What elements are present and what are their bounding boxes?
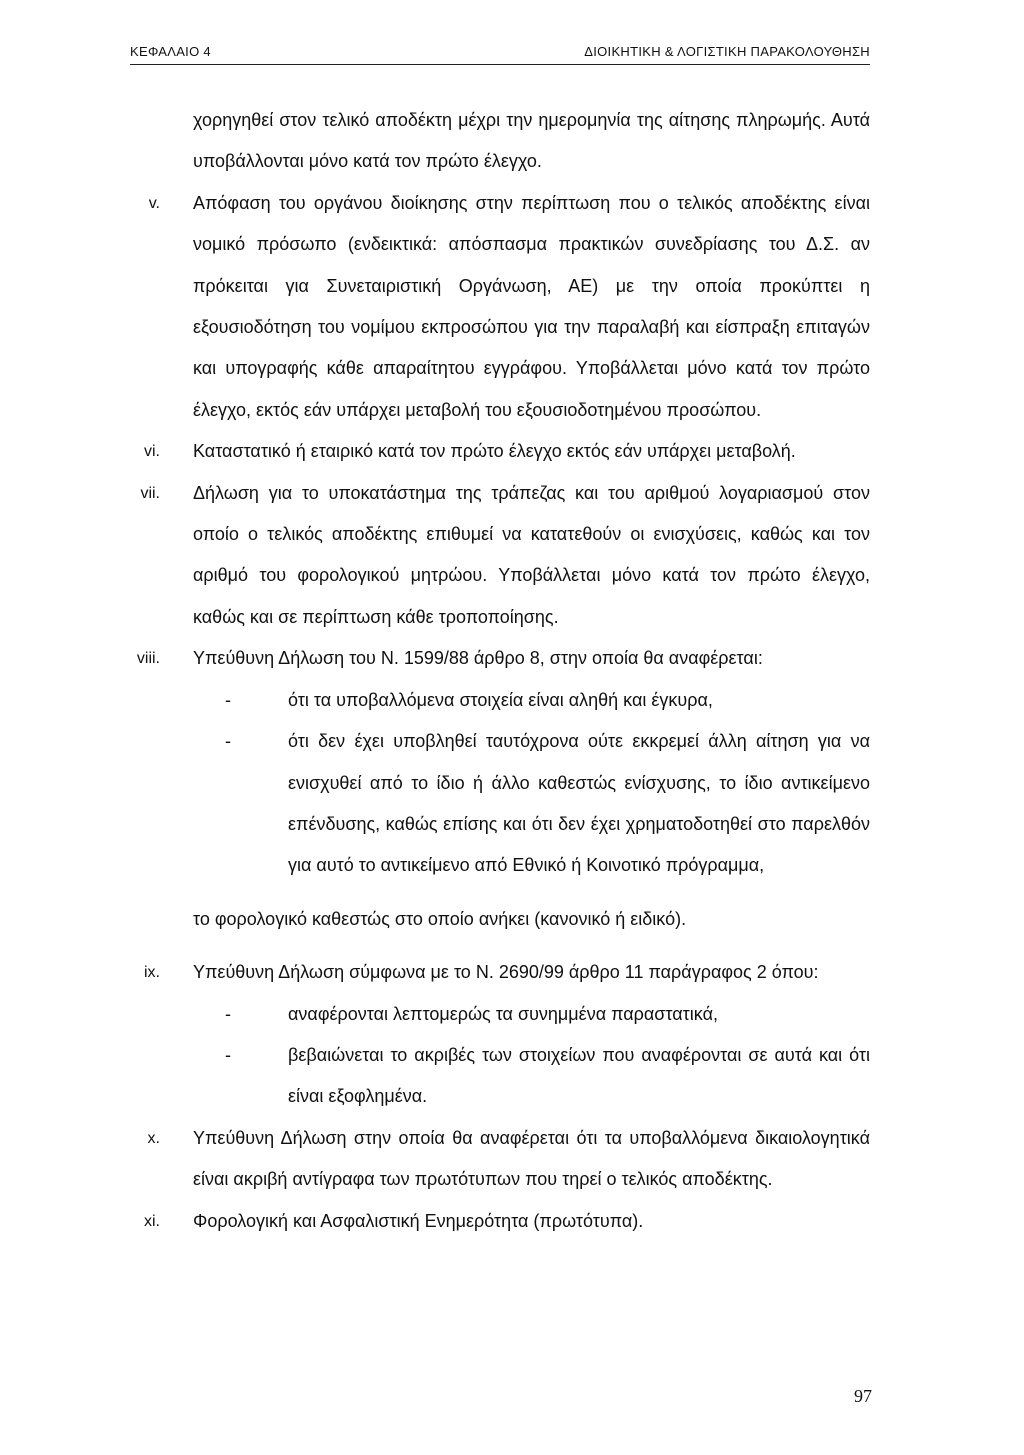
bullet-text: ότι τα υποβαλλόμενα στοιχεία είναι αληθή και έγκυρα,: [288, 689, 713, 710]
item-number: v.: [148, 194, 160, 212]
section-title: ΔΙΟΙΚΗΤΙΚΗ & ΛΟΓΙΣΤΙΚΗ ΠΑΡΑΚΟΛΟΥΘΗΣΗ: [584, 44, 870, 59]
item-text: Καταστατικό ή εταιρικό κατά τον πρώτο έλεγχο εκτός εάν υπάρχει μεταβολή.: [193, 441, 796, 462]
list-item-xi: [130, 1201, 870, 1242]
bullet-item: [225, 994, 870, 1035]
list-item-vi: [130, 431, 870, 472]
bullet-item: [225, 680, 870, 721]
dash-marker: -: [225, 689, 231, 710]
bullet-item: [225, 721, 870, 887]
item-number: x.: [147, 1129, 160, 1147]
chapter-label: ΚΕΦΑΛΑΙΟ 4: [130, 44, 211, 59]
item-number: ix.: [144, 964, 160, 982]
list-item-v: [130, 183, 870, 431]
bullet-text: ότι δεν έχει υποβληθεί ταυτόχρονα ούτε εκκρεμεί άλλη αίτηση για να ενισχυθεί από το ίδιο ή άλλο καθεστώς ενίσχυσης, το ίδιο αντικείμενο επένδυσης, καθώς επίσης και ότι δεν έχει χρηματοδοτηθεί στο παρελθόν για αυτό το αντικείμενο από Εθνικό ή Κοινοτικό πρόγραμμα,: [288, 731, 870, 876]
bullet-item: [225, 1035, 870, 1118]
document-body: [130, 100, 870, 1242]
bullet-text: βεβαιώνεται το ακριβές των στοιχείων που αναφέρονται σε αυτά και ότι είναι εξοφλημένα.: [288, 1044, 870, 1107]
item-text: Φορολογική και Ασφαλιστική Ενημερότητα (πρωτότυπα).: [193, 1210, 644, 1231]
item-text: Υπεύθυνη Δήλωση στην οποία θα αναφέρεται ότι τα υποβαλλόμενα δικαιολογητικά είναι ακριβή αντίγραφα των πρωτότυπων που τηρεί ο τελικός αποδέκτης.: [193, 1127, 870, 1190]
list-item-viii: [130, 638, 870, 940]
item-text: Υπεύθυνη Δήλωση σύμφωνα με το Ν. 2690/99 άρθρο 11 παράγραφος 2 όπου:: [193, 962, 819, 983]
item-text: Υπεύθυνη Δήλωση του Ν. 1599/88 άρθρο 8, στην οποία θα αναφέρεται:: [193, 648, 763, 669]
item-text: Δήλωση για το υποκατάστημα της τράπεζας και του αριθμού λογαριασμού στον οποίο ο τελικός αποδέκτης επιθυμεί να κατατεθούν οι ενισχύσεις, καθώς και τον αριθμό του φορολογικού μητρώου. Υποβάλλεται μόνο κατά τον πρώτο έλεγχο, καθώς και σε περίπτωση κάθε τροποποίησης.: [193, 482, 870, 627]
item-number: xi.: [144, 1212, 160, 1230]
page-number: 97: [854, 1386, 872, 1406]
item-text: Απόφαση του οργάνου διοίκησης στην περίπτωση που ο τελικός αποδέκτης είναι νομικό πρόσωπο (ενδεικτικά: απόσπασμα πρακτικών συνεδρίασης του Δ.Σ. αν πρόκειται για Συνεταιριστική Οργάνωση, ΑΕ) με την οποία προκύπτει η εξουσιοδότηση του νομίμου εκπροσώπου για την παραλαβή και είσπραξη επιταγών και υπογραφής κάθε απαραίτητου εγγράφου. Υποβάλλεται μόνο κατά τον πρώτο έλεγχο, εκτός εάν υπάρχει μεταβολή του εξουσιοδοτημένου προσώπου.: [193, 192, 870, 420]
item-number: vii.: [140, 484, 160, 502]
page-header: [130, 40, 870, 65]
dash-marker: -: [225, 1003, 231, 1024]
dash-marker: -: [225, 1044, 231, 1065]
item-number: viii.: [136, 650, 160, 668]
list-item-vii: [130, 473, 870, 639]
item-number: vi.: [144, 443, 160, 461]
bullet-text: αναφέρονται λεπτομερώς τα συνημμένα παραστατικά,: [288, 1003, 718, 1024]
list-item-x: [130, 1118, 870, 1201]
intro-paragraph: χορηγηθεί στον τελικό αποδέκτη μέχρι την ημερομηνία της αίτησης πληρωμής. Αυτά υποβάλλονται μόνο κατά τον πρώτο έλεγχο.: [193, 110, 870, 172]
dash-marker: -: [225, 731, 231, 752]
list-item-ix: [130, 952, 870, 1118]
item-tail-text: το φορολογικό καθεστώς στο οποίο ανήκει (κανονικό ή ειδικό).: [193, 908, 687, 929]
